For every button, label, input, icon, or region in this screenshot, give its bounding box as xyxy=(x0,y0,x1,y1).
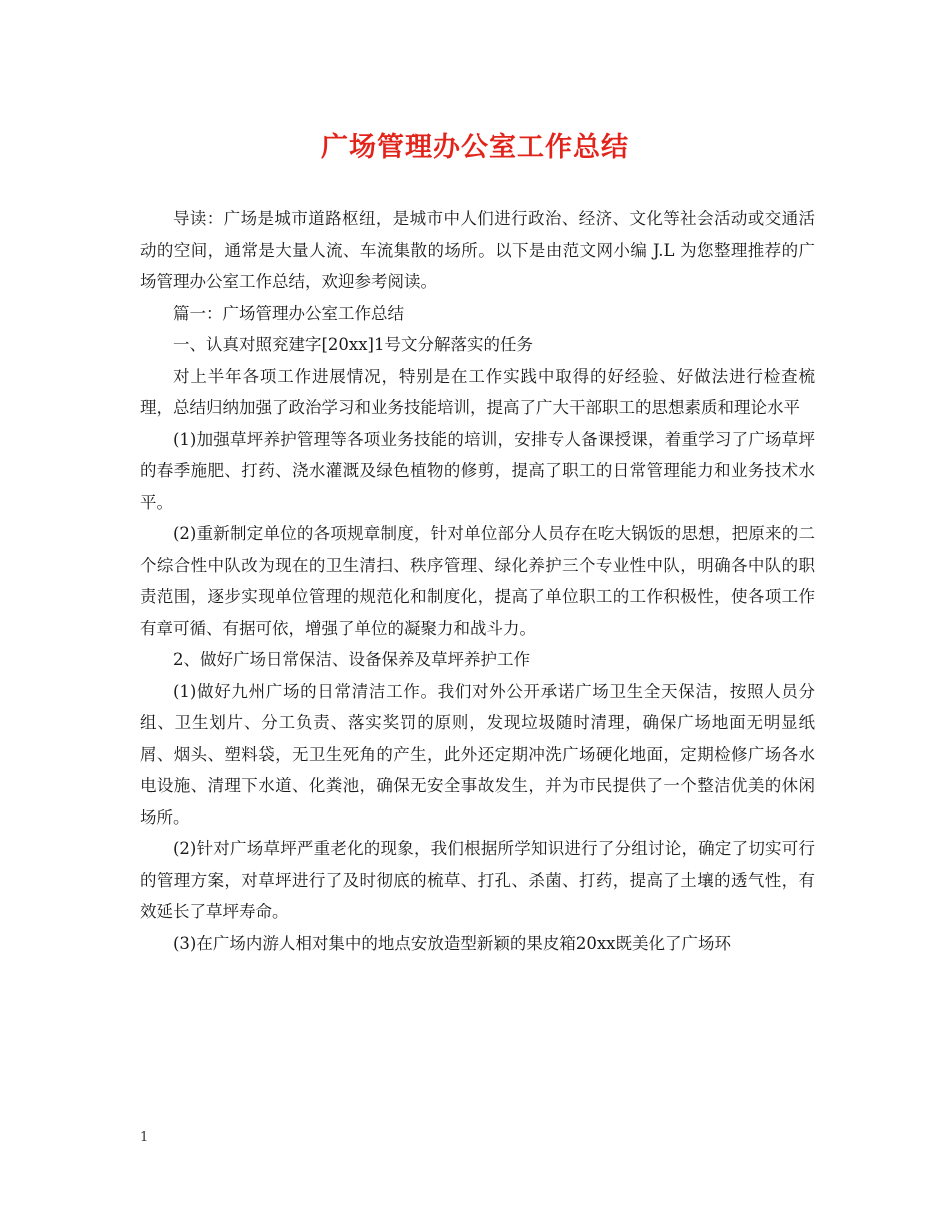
paragraph-section-1-heading: 一、认真对照兖建字[20xx]1号文分解落实的任务 xyxy=(173,335,533,354)
paragraph: (2)重新制定单位的各项规章制度，针对单位部分人员存在吃大锅饭的思想，把原来的二个综合性中队改为现在的卫生清扫、秩序管理、绿化养护三个专业性中队，明确各中队的职责范围，逐步实现单位管理的规范化和制度化，提高了单位职工的工作积极性，使各项工作有章可循、有据可依，增强了单位的凝聚力和战斗力。 xyxy=(140,524,815,638)
paragraph-section-2-heading: 2、做好广场日常保洁、设备保养及草坪养护工作 xyxy=(173,650,530,669)
paragraph: 对上半年各项工作进展情况，特别是在工作实践中取得的好经验、好做法进行检查梳理，总结归纳加强了政治学习和业务技能培训，提高了广大干部职工的思想素质和理论水平 xyxy=(140,366,815,417)
document-body xyxy=(140,203,815,959)
paragraph-chapter-heading: 篇一：广场管理办公室工作总结 xyxy=(173,303,404,323)
document-title: 广场管理办公室工作总结 xyxy=(321,132,629,163)
page-number: 1 xyxy=(140,1130,149,1145)
paragraph: (2)针对广场草坪严重老化的现象，我们根据所学知识进行了分组讨论，确定了切实可行的管理方案，对草坪进行了及时彻底的梳草、打孔、杀菌、打药，提高了土壤的透气性，有效延长了草坪寿命。 xyxy=(140,839,815,921)
paragraph: (3)在广场内游人相对集中的地点安放造型新颖的果皮箱20xx既美化了广场环 xyxy=(173,933,731,953)
paragraph: (1)做好九州广场的日常清洁工作。我们对外公开承诺广场卫生全天保洁，按照人员分组、卫生划片、分工负责、落实奖罚的原则，发现垃圾随时清理，确保广场地面无明显纸屑、烟头、塑料袋，无卫生死角的产生，此外还定期冲洗广场硬化地面，定期检修广场各水电设施、清理下水道、化粪池，确保无安全事故发生，并为市民提供了一个整洁优美的休闲场所。 xyxy=(140,681,815,827)
paragraph-intro: 导读：广场是城市道路枢纽，是城市中人们进行政治、经济、文化等社会活动或交通活动的空间，通常是大量人流、车流集散的场所。以下是由范文网小编 J.L 为您整理推荐的广场管理办公室工作总结，欢迎参考阅读。 xyxy=(140,209,815,291)
paragraph: (1)加强草坪养护管理等各项业务技能的培训，安排专人备课授课，着重学习了广场草坪的春季施肥、打药、浇水灌溉及绿色植物的修剪，提高了职工的日常管理能力和业务技术水平。 xyxy=(140,429,815,512)
